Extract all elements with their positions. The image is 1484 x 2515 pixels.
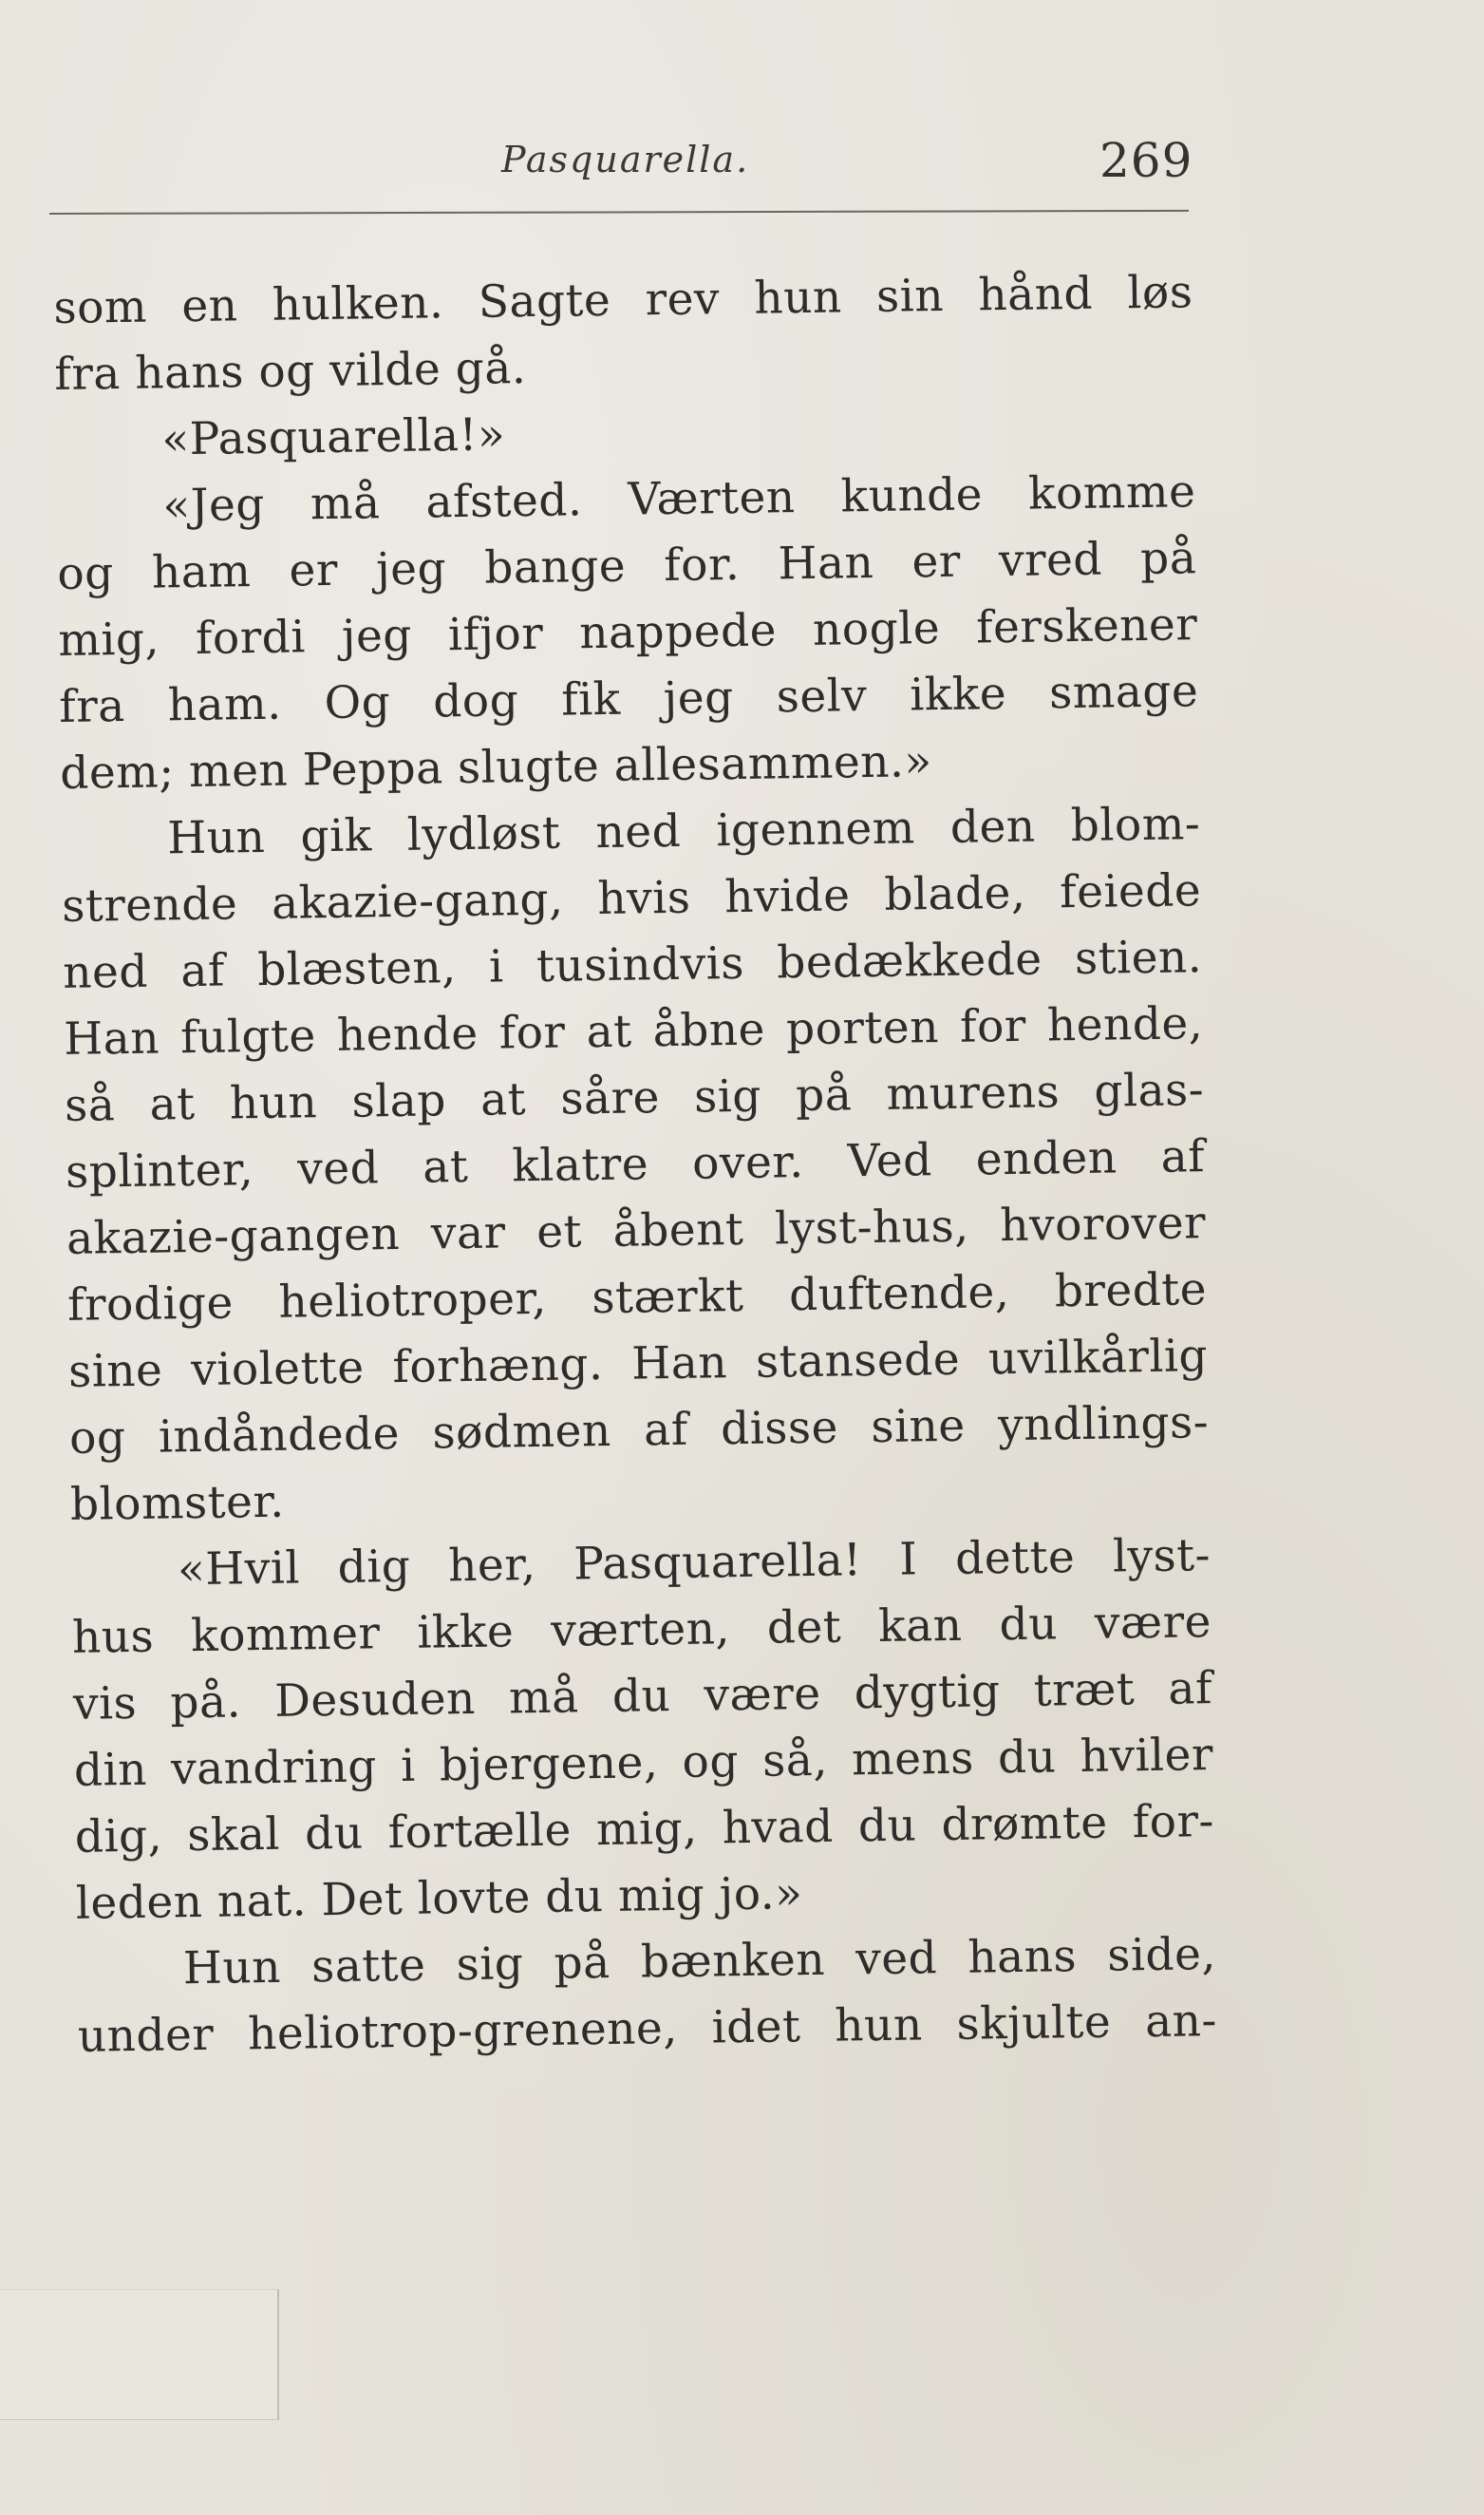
running-title: Pasquarella. <box>501 139 750 180</box>
text-line: fra ham. Og dog fik jeg selv ikke smage <box>58 665 1199 733</box>
text-line: «Hvil dig her, Pasquarella! I dette lyst- <box>177 1529 1212 1597</box>
text-line: Han fulgte hende for at åbne porten for hende, <box>63 997 1204 1066</box>
text-line: Hun gik lydløst ned igennem den blom- <box>166 798 1201 865</box>
text-line: dig, skal du fortælle mig, hvad du drømte for- <box>74 1795 1215 1863</box>
text-line: frodige heliotroper, stærkt duftende, bredte <box>66 1263 1208 1332</box>
text-line: splinter, ved at klatre over. Ved enden af <box>65 1130 1206 1199</box>
text-line: «Pasquarella!» <box>161 408 506 466</box>
text-line: Hun satte sig på bænken ved hans side, <box>182 1928 1217 1995</box>
text-line: under heliotrop-grenene, idet hun skjulte an- <box>77 1995 1218 2063</box>
text-line: akazie-gangen var et åbent lyst-hus, hvorover <box>66 1197 1207 1265</box>
text-line: som en hulken. Sagte rev hun sin hånd løs <box>53 266 1193 334</box>
text-line: så at hun slap at såre sig på murens glas- <box>64 1064 1205 1132</box>
body-text <box>53 259 1217 2071</box>
text-line: vis på. Desuden må du være dygtig træt af <box>72 1662 1213 1730</box>
header-rule <box>49 210 1189 215</box>
text-line: blomster. <box>69 1475 285 1531</box>
page-edge-mark <box>0 2289 279 2420</box>
text-line: hus kommer ikke værten, det kan du være <box>71 1596 1212 1664</box>
text-line: din vandring i bjergene, og så, mens du hviler <box>73 1729 1214 1797</box>
text-line: mig, fordi jeg ifjor nappede nogle ferskener <box>57 598 1198 667</box>
text-line: fra hans og vilde gå. <box>54 342 527 401</box>
text-line: og indåndede sødmen af disse sine yndlings- <box>68 1396 1210 1465</box>
page-number: 269 <box>1099 133 1193 188</box>
text-line: leden nat. Det lovte du mig jo.» <box>75 1867 803 1930</box>
text-line: ned af blæsten, i tusindvis bedækkede stien. <box>62 931 1203 999</box>
text-line: og ham er jeg bange for. Han er vred på <box>57 532 1197 600</box>
text-line: dem; men Peppa slugte allesammen.» <box>59 735 933 800</box>
text-line: «Jeg må afsted. Værten kunde komme <box>162 465 1196 533</box>
text-line: strende akazie-gang, hvis hvide blade, feiede <box>61 864 1202 933</box>
text-line: sine violette forhæng. Han stansede uvilkårlig <box>67 1330 1209 1398</box>
